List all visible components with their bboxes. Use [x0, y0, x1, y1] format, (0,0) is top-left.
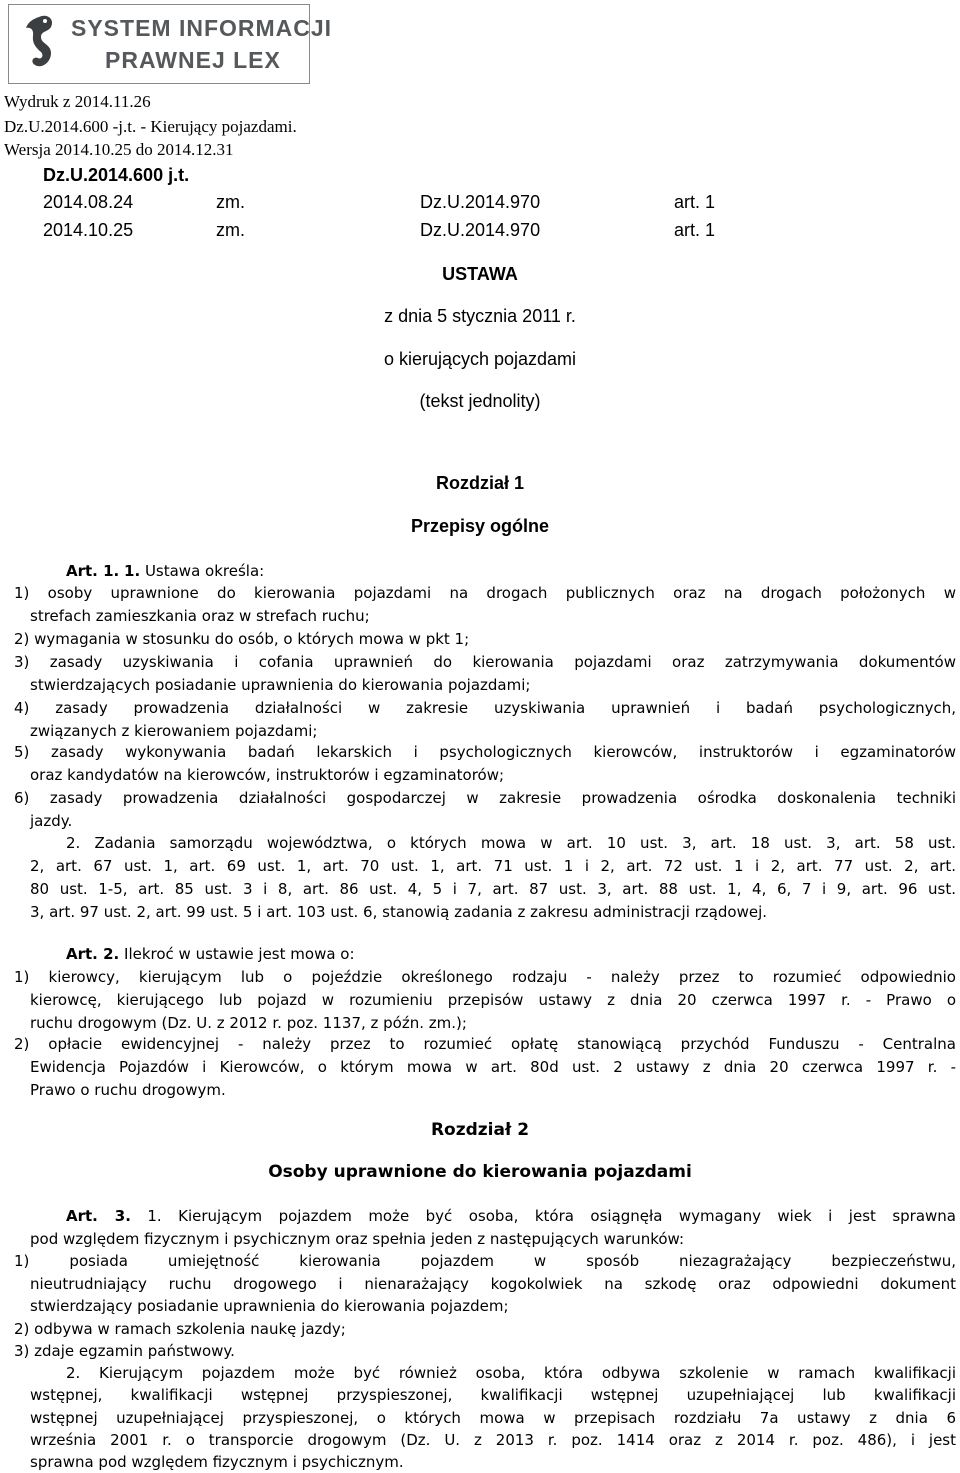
article-2-label: Art. 2. — [66, 945, 120, 963]
article-3-line: 2. Kierującym pojazdem może być również osoba, która odbywa szkolenie w ramach kwalifikacji — [66, 1364, 956, 1382]
article-1-intro: Ustawa określa: — [144, 562, 265, 580]
article-2-line: Prawo o ruchu drogowym. — [30, 1081, 226, 1099]
amendment-article: art. 1 — [674, 220, 716, 240]
article-3-line: nieutrudniający ruchu drogowego i nienarażający kogokolwiek na szkodę oraz odpowiedni dokument — [30, 1275, 956, 1293]
print-date: Wydruk z 2014.11.26 — [4, 92, 151, 111]
article-2-intro: Ilekroć w ustawie jest mowa o: — [124, 945, 355, 963]
document-reference: Dz.U.2014.600 -j.t. - Kierujący pojazdami. — [4, 117, 297, 136]
article-2-line: kierowcę, kierującego lub pojazd w rozumieniu przepisów ustawy z dnia 20 czerwca 1997 r. - Prawo o — [30, 991, 956, 1009]
article-1-paragraph-2-line: 2, art. 67 ust. 1, art. 69 ust. 1, art. 70 ust. 1, art. 71 ust. 1 i 2, art. 72 ust. 1 i 2, art. 77 ust. 2, art. — [30, 857, 956, 875]
article-1-line: 4) zasady prowadzenia działalności w zakresie uzyskiwania uprawnień i badań psychologicznych, — [14, 699, 956, 717]
logo-line-2: PRAWNEJ LEX — [105, 47, 281, 73]
amendment-type: zm. — [216, 220, 245, 240]
article-1-heading — [66, 562, 264, 580]
article-1-label: Art. 1. — [66, 562, 120, 580]
article-2-line: 1) kierowcy, kierującym lub o pojeździe określonego rodzaju - należy przez to rozumieć odpowiednio — [14, 968, 956, 986]
article-1-paragraph-2-line: 80 ust. 1-5, art. 85 ust. 3 i 8, art. 86 ust. 4, 5 i 7, art. 87 ust. 3, art. 88 ust. 1, 4, 6, 7 i 9, art. 96 ust. — [30, 880, 956, 898]
article-3-intro: Kierującym pojazdem może być osoba, która osiągnęła wymagany wiek i jest sprawna — [178, 1207, 956, 1225]
article-2-line: Ewidencja Pojazdów i Kierowców, o którym mowa w art. 80d ust. 2 ustawy z dnia 20 czerwca 1997 r. - — [30, 1058, 956, 1076]
act-type: USTAWA — [442, 264, 518, 284]
article-3-paragraph-number: 1. — [147, 1207, 162, 1225]
article-2-heading — [66, 945, 355, 963]
amendments-title: Dz.U.2014.600 j.t. — [43, 165, 190, 185]
article-1-line: 2) wymagania w stosunku do osób, o których mowa w pkt 1; — [14, 630, 470, 648]
article-1-line: jazdy. — [30, 812, 73, 830]
article-3-line: wstępnej uzupełniającej przyspieszonej, o których mowa w przepisach rozdziału 7a ustawy z dnia 6 — [30, 1409, 956, 1427]
article-1-line: 6) zasady prowadzenia działalności gospodarczej w zakresie prowadzenia ośrodka doskonalenia techniki — [14, 789, 956, 807]
article-3-line: pod względem fizycznym i psychicznym oraz spełnia jeden z następujących warunków: — [30, 1230, 685, 1248]
article-1-line: 1) osoby uprawnione do kierowania pojazdami na drogach publicznych oraz na drogach położonych w — [14, 584, 956, 602]
article-3-label: Art. 3. — [66, 1207, 131, 1225]
version-range: Wersja 2014.10.25 do 2014.12.31 — [4, 140, 234, 159]
article-2-line: 2) opłacie ewidencyjnej - należy przez to rozumieć opłatę stanowiącą przychód Funduszu - Centralna — [14, 1035, 956, 1053]
act-note: (tekst jednolity) — [419, 391, 541, 411]
chapter-2-title: Osoby uprawnione do kierowania pojazdami — [268, 1162, 692, 1182]
article-1-line: 5) zasady wykonywania badań lekarskich i psychologicznych kierowców, instruktorów i egzaminatorów — [14, 743, 956, 761]
article-1-line: związanych z kierowaniem pojazdami; — [30, 722, 318, 740]
act-title: o kierujących pojazdami — [383, 349, 577, 369]
article-1-paragraph-number: 1. — [124, 562, 141, 580]
article-3-line: sprawna pod względem fizycznym i psychicznym. — [30, 1453, 404, 1471]
amendment-article: art. 1 — [674, 192, 716, 212]
article-3-line: 2) odbywa w ramach szkolenia naukę jazdy; — [14, 1320, 346, 1338]
amendment-date: 2014.08.24 — [43, 192, 134, 212]
amendment-type: zm. — [216, 192, 245, 212]
article-1-line: oraz kandydatów na kierowców, instruktorów i egzaminatorów; — [30, 766, 505, 784]
article-3-line: wstępnej, kwalifikacji wstępnej przyspieszonej, kwalifikacji wstępnej uzupełniającej lub kwalifikacji — [30, 1386, 956, 1404]
article-1-paragraph-2-line: 2. Zadania samorządu województwa, o których mowa w art. 10 ust. 3, art. 18 ust. 3, art. 58 ust. — [66, 834, 956, 852]
article-3-line: 1) posiada umiejętność kierowania pojazdem w sposób niezagrażający bezpieczeństwu, — [14, 1252, 956, 1270]
article-3-heading — [66, 1207, 956, 1225]
chapter-1-title: Przepisy ogólne — [410, 516, 550, 536]
article-2-line: ruchu drogowym (Dz. U. z 2012 r. poz. 1137, z późn. zm.); — [30, 1014, 467, 1032]
article-1-paragraph-2-line: 3, art. 97 ust. 2, art. 99 ust. 5 i art. 103 ust. 6, stanowią zadania z zakresu administracji rządowej. — [30, 903, 768, 921]
article-3-line: 3) zdaje egzamin państwowy. — [14, 1342, 235, 1360]
article-3-line: stwierdzający posiadanie uprawnienia do kierowania pojazdem; — [30, 1297, 509, 1315]
chapter-2-label: Rozdział 2 — [430, 1120, 530, 1140]
article-3-line: września 2001 r. o transporcie drogowym (Dz. U. z 2013 r. poz. 1414 oraz z 2014 r. poz. 486), i jest — [30, 1431, 956, 1449]
chapter-1-label: Rozdział 1 — [435, 473, 524, 493]
article-1-line: strefach zamieszkania oraz w strefach ruchu; — [30, 607, 370, 625]
seahorse-logo-icon — [17, 11, 65, 77]
lex-logo — [8, 4, 333, 84]
amendment-source: Dz.U.2014.970 — [420, 192, 541, 212]
act-date: z dnia 5 stycznia 2011 r. — [384, 306, 576, 326]
article-1-line: 3) zasady uzyskiwania i cofania uprawnień do kierowania pojazdami oraz zatrzymywania dokumentów — [14, 653, 956, 671]
article-1-line: stwierdzających posiadanie uprawnienia do kierowania pojazdami; — [30, 676, 531, 694]
amendment-date: 2014.10.25 — [43, 220, 134, 240]
logo-line-1: SYSTEM INFORMACJI — [71, 15, 333, 41]
amendment-source: Dz.U.2014.970 — [420, 220, 541, 240]
